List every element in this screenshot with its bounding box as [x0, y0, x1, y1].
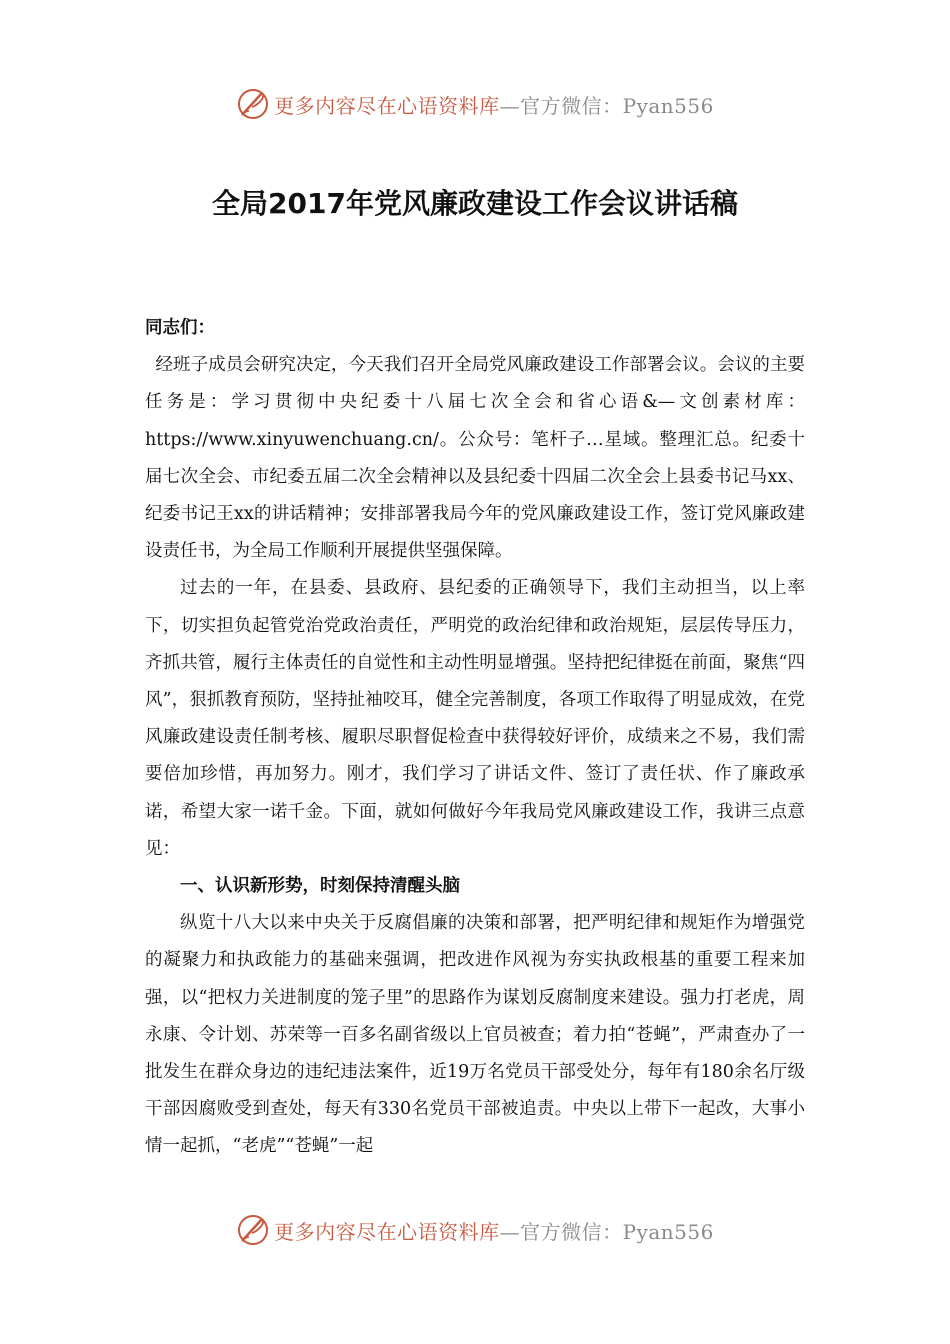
quill-pen-circle-icon: [236, 87, 270, 121]
watermark-contact-text: —官方微信：Pyan556: [499, 1219, 714, 1244]
quill-pen-circle-icon: [236, 1213, 270, 1247]
footer-watermark: [0, 1208, 950, 1252]
watermark-brand-text: 更多内容尽在心语资料库: [274, 1219, 500, 1244]
section-heading: 一、认识新形势，时刻保持清醒头脑: [180, 876, 460, 897]
document-body: [145, 310, 805, 1166]
document-title: 全局2017年党风廉政建设工作会议讲话稿: [212, 187, 738, 220]
paragraph-intro: 经班子成员会研究决定，今天我们召开全局党风廉政建设工作部署会议。会议的主要任务是：学习贯彻中央纪委十八届七次全会和省心语&—文创素材库：https://www.xinyuwenchuang.cn/。公众号：笔杆子…星域。整理汇总。纪委十届七次全会、市纪委五届二次全会精神以及县纪委十四届二次全会上县委书记马xx、纪委书记王xx的讲话精神；安排部署我局今年的党风廉政建设工作，签订党风廉政建设责任书，为全局工作顺利开展提供坚强保障。: [145, 355, 805, 562]
watermark-brand-text: 更多内容尽在心语资料库: [274, 93, 500, 118]
paragraph-review: 过去的一年，在县委、县政府、县纪委的正确领导下，我们主动担当，以上率下，切实担负起管党治党政治责任，严明党的政治纪律和政治规矩，层层传导压力，齐抓共管，履行主体责任的自觉性和主动性明显增强。坚持把纪律挺在前面，聚焦“四风”，狠抓教育预防，坚持扯袖咬耳，健全完善制度，各项工作取得了明显成效，在党风廉政建设责任制考核、履职尽职督促检查中获得较好评价，成绩来之不易，我们需要倍加珍惜，再加努力。刚才，我们学习了讲话文件、签订了责任状、作了廉政承诺，希望大家一诺千金。下面，就如何做好今年我局党风廉政建设工作，我讲三点意见：: [145, 578, 805, 859]
watermark-contact-text: —官方微信：Pyan556: [499, 93, 714, 118]
salutation: 同志们：: [145, 318, 215, 338]
header-watermark: [0, 82, 950, 126]
paragraph-section-one: 纵览十八大以来中央关于反腐倡廉的决策和部署，把严明纪律和规矩作为增强党的凝聚力和执政能力的基础来强调，把改进作风视为夯实执政根基的重要工程来加强，以“把权力关进制度的笼子里”的思路作为谋划反腐制度来建设。强力打老虎，周永康、令计划、苏荣等一百多名副省级以上官员被查；着力拍“苍蝇”，严肃查办了一批发生在群众身边的违纪违法案件，近19万名党员干部受处分，每年有180余名厅级干部因腐败受到查处，每天有330名党员干部被追责。中央以上带下一起改，大事小情一起抓，“老虎”“苍蝇”一起: [145, 913, 805, 1157]
